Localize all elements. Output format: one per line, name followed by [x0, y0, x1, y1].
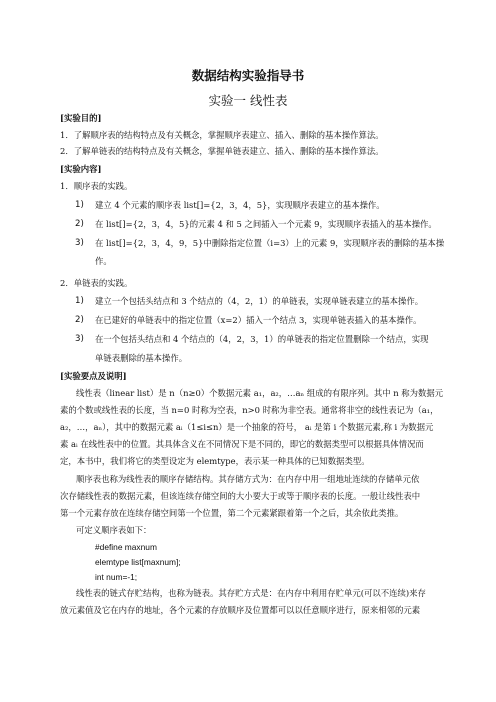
code-line-1: #define maxnum — [95, 542, 157, 552]
tail-line-1: 线性表的链式存贮结构，也称为链表。其存贮方式是：在内存中利用存贮单元(可以不连续)来存 — [76, 588, 426, 598]
content-heading: [实验内容] — [60, 164, 102, 174]
link-item-3: 在一个包括头结点和 4 个结点的（4，2，3，1）的单链表的指定位置删除一个结点，实现 — [95, 334, 429, 344]
code-line-2: elemtype list[maxnum]; — [95, 557, 181, 567]
tail-line-2: 放元素值及它在内存的地址，各个元素的存放顺序及位置都可以以任意顺序进行，原来相邻的元素 — [60, 605, 421, 615]
seq-item-3: 在 list[]={2，3，4，9，5}中删除指定位置（i=3）上的元素 9，实现顺序表的删除的基本操 — [95, 238, 445, 248]
seq-title: 1．顺序表的实践。 — [60, 181, 133, 191]
link-title: 2．单链表的实践。 — [60, 278, 133, 288]
notes-line-1: 线性表（linear list）是 n（n≥0）个数据元素 a₁，a₂，…aₙ 组成的有限序列。其中 n 称为数据元 — [76, 388, 444, 398]
link-item-3-num: 3) — [75, 334, 84, 344]
purpose-item-1: 1．了解顺序表的结构特点及有关概念，掌握顺序表建立、插入、删除的基本操作算法。 — [60, 130, 384, 140]
notes-heading: [实验要点及说明] — [60, 371, 127, 381]
seq-item-1: 建立 4 个元素的顺序表 list[]={2，3，4，5}，实现顺序表建立的基本操作。 — [95, 200, 385, 210]
notes-line-9: 可定义顺序表如下： — [76, 525, 152, 535]
notes-line-3: a₂，…，aₙ），其中的数据元素 aᵢ（1≤i≤n）是一个抽象的符号， aᵢ 是第 i 个数据元素,称 i 为数据元 — [60, 422, 434, 432]
purpose-item-2: 2．了解单链表的结构特点及有关概念，掌握单链表建立、插入、删除的基本操作算法。 — [60, 146, 384, 156]
notes-line-6: 顺序表也称为线性表的顺序存储结构。其存储方式为：在内存中用一组地址连续的存储单元依 — [76, 474, 420, 484]
link-item-3-cont: 单链表删除的基本操作。 — [95, 353, 188, 363]
seq-item-1-num: 1) — [75, 200, 84, 210]
notes-line-5: 定，本书中，我们将它的类型设定为 elemtype，表示某一种具体的已知数据类型。 — [60, 456, 370, 466]
experiment-title: 实验一 线性表 — [208, 93, 288, 108]
notes-line-8: 第一个元素存放在连续存储空间第一个位置，第二个元素紧跟着第一个之后，其余依此类推。 — [60, 508, 404, 518]
link-item-2-num: 2) — [75, 315, 84, 325]
code-line-3: int num=-1; — [95, 572, 138, 582]
seq-item-2: 在 list[]={2，3，4，5}的元素 4 和 5 之间插入一个元素 9，实现顺序表插入的基本操作。 — [95, 219, 437, 229]
seq-item-2-num: 2) — [75, 219, 84, 229]
document-title: 数据结构实验指导书 — [191, 68, 305, 83]
link-item-1: 建立一个包括头结点和 3 个结点的（4，2，1）的单链表，实现单链表建立的基本操作。 — [95, 296, 424, 306]
seq-item-3-cont: 作。 — [95, 256, 112, 266]
notes-line-7: 次存储线性表的数据元素，但该连续存储空间的大小要大于或等于顺序表的长度。一般让线性表中 — [60, 491, 421, 501]
link-item-2: 在已建好的单链表中的指定位置（x=2）插入一个结点 3，实现单链表插入的基本操作。 — [95, 315, 422, 325]
link-item-1-num: 1) — [75, 296, 84, 306]
seq-item-3-num: 3) — [75, 238, 84, 248]
notes-line-4: 素 aᵢ 在线性表中的位置。其具体含义在不同情况下是不同的，即它的数据类型可以根据具体情况而 — [60, 439, 424, 449]
purpose-heading: [实验目的] — [60, 113, 102, 123]
notes-line-2: 素的个数或线性表的长度，当 n=0 时称为空表，n>0 时称为非空表。通常将非空的线性表记为（a₁， — [60, 405, 439, 415]
